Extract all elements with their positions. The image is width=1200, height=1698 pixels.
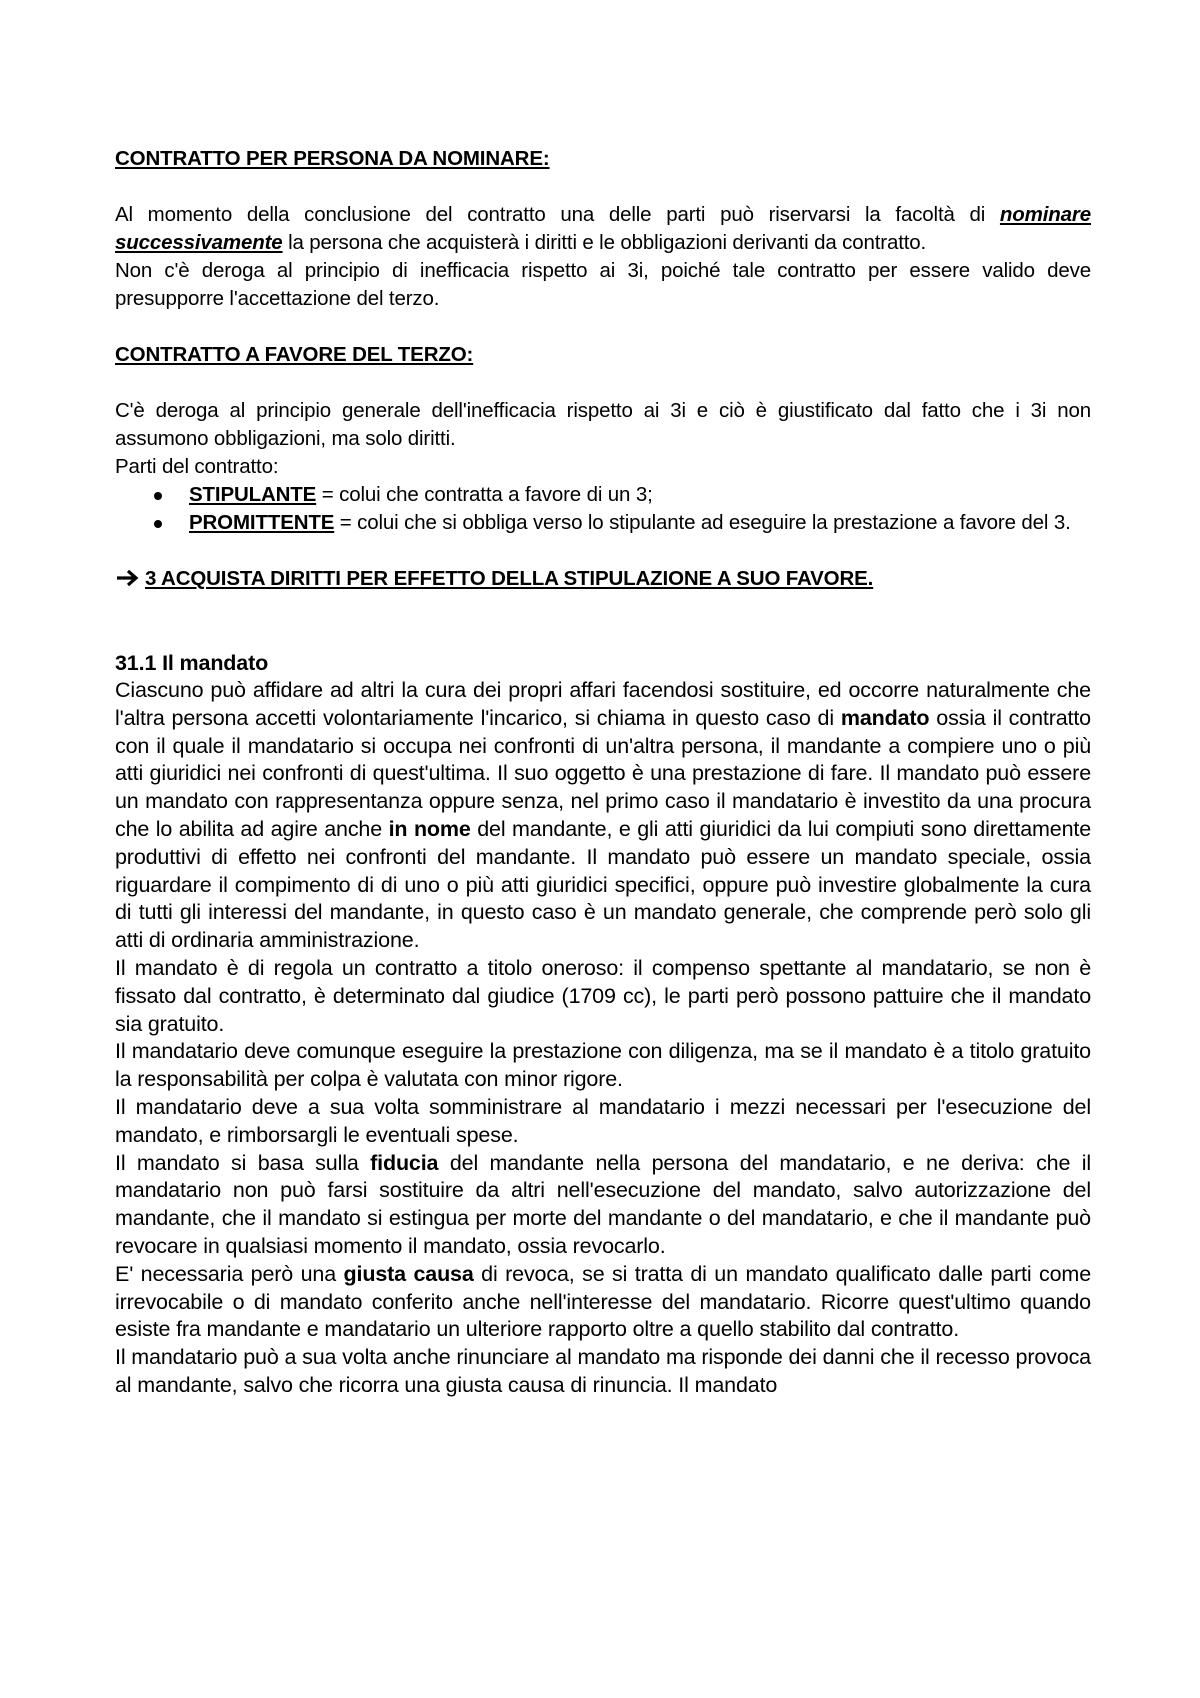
bullet-icon — [154, 492, 162, 500]
text-run: Ciascuno può affidare ad altri la cura dei propri affari facendosi sostituire, ed occorre naturalmente che l'altra persona accetti volontariamente l'incarico, si chiama in questo caso di — [115, 678, 1091, 730]
section-title-mandato: 31.1 Il mandato — [115, 651, 269, 675]
bold-term: fiducia — [370, 1150, 439, 1175]
text-run: del mandante nella persona del mandatario, e ne deriva: che il mandatario non può farsi sostituire da altri nell'esecuzione del mandato, salvo autorizzazione del mandante, che il mandato si estingua per morte del mandante o del mandatario, e che il mandante può revocare in qualsiasi momento il mandato, ossia revocarlo. — [115, 1150, 1091, 1258]
paragraph — [115, 1261, 1091, 1344]
text-run: del mandante, e gli atti giuridici da lui compiuti sono direttamente produttivi di effetto nei confronti del mandante. Il mandato può essere un mandato speciale, ossia riguardare il compimento di di uno o più atti giuridici specifici, oppure può investire globalmente la cura di tutti gli interessi del mandante, in questo caso è un mandato generale, che comprende però solo gli atti di ordinaria amministrazione. — [115, 816, 1092, 953]
section-heading-favore-del-terzo: CONTRATTO A FAVORE DEL TERZO: — [115, 343, 474, 366]
text-run: Al momento della conclusione del contratto una delle parti può riservarsi la facoltà di — [115, 203, 1000, 226]
list-text: = colui che si obbliga verso lo stipulante ad eseguire la prestazione a favore del 3. — [334, 511, 1071, 534]
arrow-right-icon — [115, 569, 141, 587]
paragraph: C'è deroga al principio generale dell'inefficacia rispetto ai 3i e ciò è giustificato dal fatto che i 3i non assumono obbligazioni, ma solo diritti. — [115, 399, 1091, 450]
paragraph — [115, 201, 1091, 257]
document-page — [115, 145, 1091, 1400]
list-term: PROMITTENTE — [189, 511, 335, 534]
paragraph: Parti del contratto: — [115, 455, 279, 478]
section-body-mandato — [115, 677, 1091, 1400]
conclusion-line — [115, 565, 1091, 593]
paragraph — [115, 1150, 1091, 1261]
bullet-icon — [154, 520, 162, 528]
text-run: di revoca, se si tratta di un mandato qualificato dalle parti come irrevocabile o di mandato conferito anche nell'interesse del mandatario. Ricorre quest'ultimo quando esiste fra mandante e mandatario un ulteriore rapporto oltre a quello stabilito dal contratto. — [115, 1261, 1091, 1342]
paragraph — [115, 677, 1091, 955]
paragraph: Il mandatario deve a sua volta somministrare al mandatario i mezzi necessari per l'esecuzione del mandato, e rimborsargli le eventuali spese. — [115, 1094, 1091, 1147]
paragraph: Il mandato è di regola un contratto a titolo oneroso: il compenso spettante al mandatario, se non è fissato dal contratto, è determinato dal giudice (1709 cc), le parti però possono pattuire che il mandato sia gratuito. — [115, 955, 1091, 1036]
bold-term: in nome — [388, 816, 471, 841]
list-term: STIPULANTE — [189, 483, 317, 506]
paragraph: Non c'è deroga al principio di inefficacia rispetto ai 3i, poiché tale contratto per essere valido deve presupporre l'accettazione del terzo. — [115, 259, 1091, 310]
text-run: la persona che acquisterà i diritti e le obbligazioni derivanti da contratto. — [282, 231, 927, 254]
conclusion-text: 3 ACQUISTA DIRITTI PER EFFETTO DELLA STIPULAZIONE A SUO FAVORE. — [145, 567, 874, 590]
bold-term: mandato — [840, 705, 930, 730]
text-run: E' necessaria però una — [115, 1261, 344, 1286]
list-text: = colui che contratta a favore di un 3; — [316, 483, 653, 506]
emphasis-text: nominare successivamente — [115, 203, 1091, 254]
text-run: Il mandato si basa sulla — [115, 1150, 371, 1175]
section-heading-persona-da-nominare: CONTRATTO PER PERSONA DA NOMINARE: — [115, 147, 550, 170]
paragraph: Il mandatario deve comunque eseguire la prestazione con diligenza, ma se il mandato è a titolo gratuito la responsabilità per colpa è valutata con minor rigore. — [115, 1039, 1091, 1092]
paragraph: Il mandatario può a sua volta anche rinunciare al mandato ma risponde dei danni che il recesso provoca al mandante, salvo che ricorra una giusta causa di rinuncia. Il mandato — [115, 1345, 1091, 1397]
bold-term: giusta causa — [343, 1261, 474, 1286]
list-item — [115, 509, 1091, 537]
list-item — [115, 481, 1091, 509]
text-run: ossia il contratto con il quale il mandatario si occupa nei confronti di un'altra persona, il mandante a compiere uno o più atti giuridici nei confronti di quest'ultima. Il suo oggetto è una prestazione di fare. Il mandato può essere un mandato con rappresentanza oppure senza, nel primo caso il mandatario è investito da una procura che lo abilita ad agire anche — [115, 705, 1091, 841]
bullet-list — [115, 481, 1091, 537]
